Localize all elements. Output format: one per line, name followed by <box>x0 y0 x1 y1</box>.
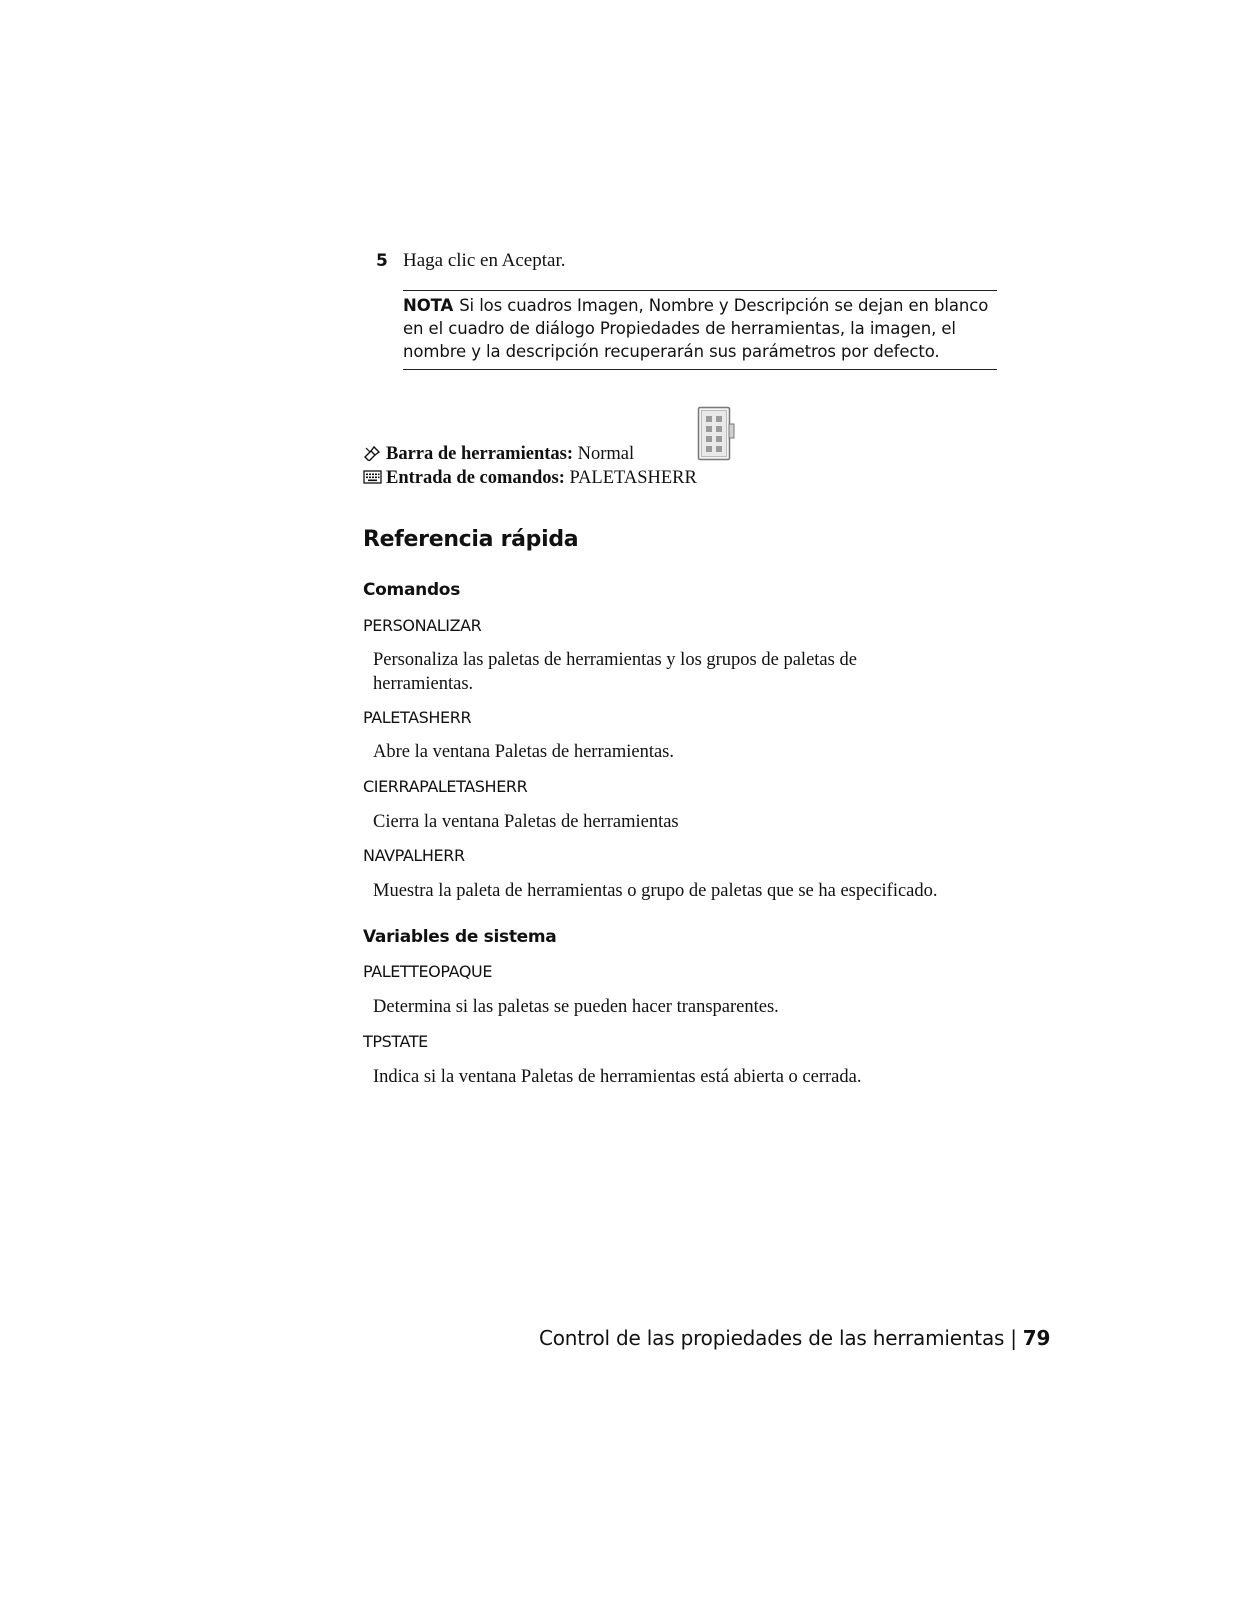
tool-palettes-icon <box>697 406 737 462</box>
command-description: Muestra la paleta de herramientas o grupo de paletas que se ha especificado. <box>373 881 938 901</box>
page-footer <box>539 1326 1050 1350</box>
sysvar-term: PALETTEOPAQUE <box>363 962 493 981</box>
command-description: Cierra la ventana Paletas de herramientas <box>373 812 679 832</box>
toolbar-label: Barra de herramientas: <box>386 444 574 464</box>
command-term: NAVPALHERR <box>363 846 465 865</box>
command-entry-label: Entrada de comandos: <box>386 468 565 488</box>
footer-section-title: Control de las propiedades de las herramientas <box>539 1326 1005 1350</box>
commands-heading: Comandos <box>363 580 461 600</box>
toolbar-access-line <box>363 444 634 465</box>
command-entry-value: PALETASHERR <box>569 468 697 488</box>
step-item <box>376 250 565 272</box>
command-entry-line <box>363 468 697 489</box>
step-number: 5 <box>376 251 388 271</box>
page-number: 79 <box>1022 1326 1051 1350</box>
command-description: Abre la ventana Paletas de herramientas. <box>373 742 675 762</box>
command-term: CIERRAPALETASHERR <box>363 777 528 796</box>
sysvar-term: TPSTATE <box>363 1032 428 1051</box>
command-term: PERSONALIZAR <box>363 616 482 635</box>
keyboard-icon <box>363 469 382 485</box>
command-description: Personaliza las paletas de herramientas y los grupos de paletas de herramientas. <box>373 650 857 694</box>
note-box <box>403 290 997 370</box>
system-variables-heading: Variables de sistema <box>363 927 557 947</box>
sysvar-description: Determina si las paletas se pueden hacer transparentes. <box>373 997 779 1017</box>
sysvar-description: Indica si la ventana Paletas de herramientas está abierta o cerrada. <box>373 1067 862 1087</box>
command-term: PALETASHERR <box>363 708 472 727</box>
footer-separator: | <box>1010 1326 1017 1350</box>
step-text: Haga clic en Aceptar. <box>403 250 566 271</box>
section-heading: Referencia rápida <box>363 527 579 552</box>
note-label: NOTA <box>403 296 454 315</box>
note-text: Si los cuadros Imagen, Nombre y Descripción se dejan en blanco en el cuadro de diálogo Propiedades de herramientas, la imagen, el nombre y la descripción recuperarán sus parámetros por defecto. <box>403 296 989 361</box>
toolbar-value: Normal <box>577 444 635 464</box>
toolbar-icon <box>363 445 382 461</box>
